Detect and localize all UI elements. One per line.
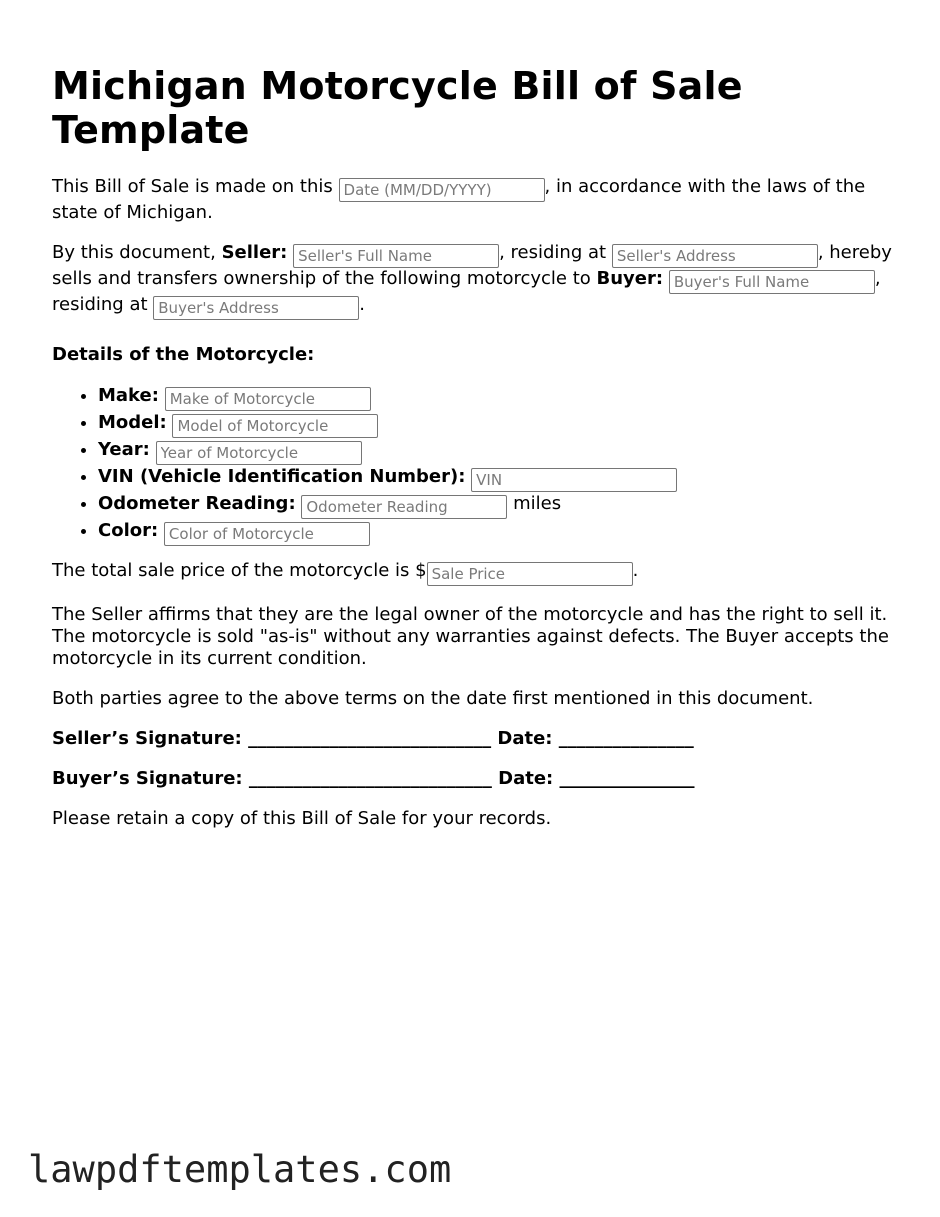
date-input[interactable]	[339, 178, 545, 202]
odometer-input[interactable]	[301, 495, 507, 519]
site-watermark: lawpdftemplates.com	[28, 1148, 452, 1191]
document-page	[52, 64, 892, 848]
seller-label: Seller:	[221, 242, 288, 263]
detail-item-odometer	[98, 492, 892, 519]
year-label: Year:	[98, 439, 150, 460]
buyer-address-input[interactable]	[153, 296, 359, 320]
odometer-label: Odometer Reading:	[98, 493, 296, 514]
parties-period: .	[359, 294, 365, 315]
seller-name-input[interactable]	[293, 244, 499, 268]
detail-item-model	[98, 411, 892, 438]
parties-prefix: By this document,	[52, 242, 222, 263]
make-label: Make:	[98, 385, 159, 406]
year-input[interactable]	[156, 441, 362, 465]
vin-input[interactable]	[471, 468, 677, 492]
color-input[interactable]	[164, 522, 370, 546]
price-paragraph	[52, 560, 892, 586]
parties-paragraph	[52, 242, 892, 320]
sale-price-input[interactable]	[427, 562, 633, 586]
agreement-paragraph: Both parties agree to the above terms on the date first mentioned in this document.	[52, 688, 814, 709]
make-input[interactable]	[165, 387, 371, 411]
document-title: Michigan Motorcycle Bill of Sale Template	[52, 64, 743, 152]
affirmation-paragraph: The Seller affirms that they are the legal owner of the motorcycle and has the right to sell it. The motorcycle is sold "as-is" without any warranties against defects. The Buyer accepts the motorcycle in its current condition.	[52, 604, 889, 669]
seller-address-input[interactable]	[612, 244, 818, 268]
intro-prefix: This Bill of Sale is made on this	[52, 176, 333, 197]
seller-signature-line: Seller’s Signature: ___________________________ Date: _______________	[52, 728, 694, 749]
model-label: Model:	[98, 412, 167, 433]
detail-item-make	[98, 384, 892, 411]
buyer-residing-text: , residing at	[52, 268, 881, 315]
buyer-label: Buyer:	[596, 268, 664, 289]
details-list	[52, 384, 892, 546]
price-suffix: .	[632, 560, 639, 581]
intro-suffix: , in accordance with the laws of the state of Michigan.	[52, 176, 866, 223]
price-prefix: The total sale price of the motorcycle is $	[52, 560, 427, 581]
buyer-signature-line: Buyer’s Signature: ___________________________ Date: _______________	[52, 768, 695, 789]
detail-item-color	[98, 519, 892, 546]
detail-item-vin	[98, 465, 892, 492]
odometer-unit: miles	[513, 493, 562, 514]
color-label: Color:	[98, 520, 159, 541]
buyer-name-input[interactable]	[669, 270, 875, 294]
seller-residing-text: , residing at	[499, 242, 607, 263]
model-input[interactable]	[172, 414, 378, 438]
details-heading: Details of the Motorcycle:	[52, 344, 315, 365]
parties-mid-text: , hereby sells and transfers ownership of the following motorcycle to	[52, 242, 892, 289]
vin-label: VIN (Vehicle Identification Number):	[98, 466, 466, 487]
closing-note: Please retain a copy of this Bill of Sale for your records.	[52, 808, 552, 829]
intro-paragraph	[52, 176, 892, 224]
detail-item-year	[98, 438, 892, 465]
